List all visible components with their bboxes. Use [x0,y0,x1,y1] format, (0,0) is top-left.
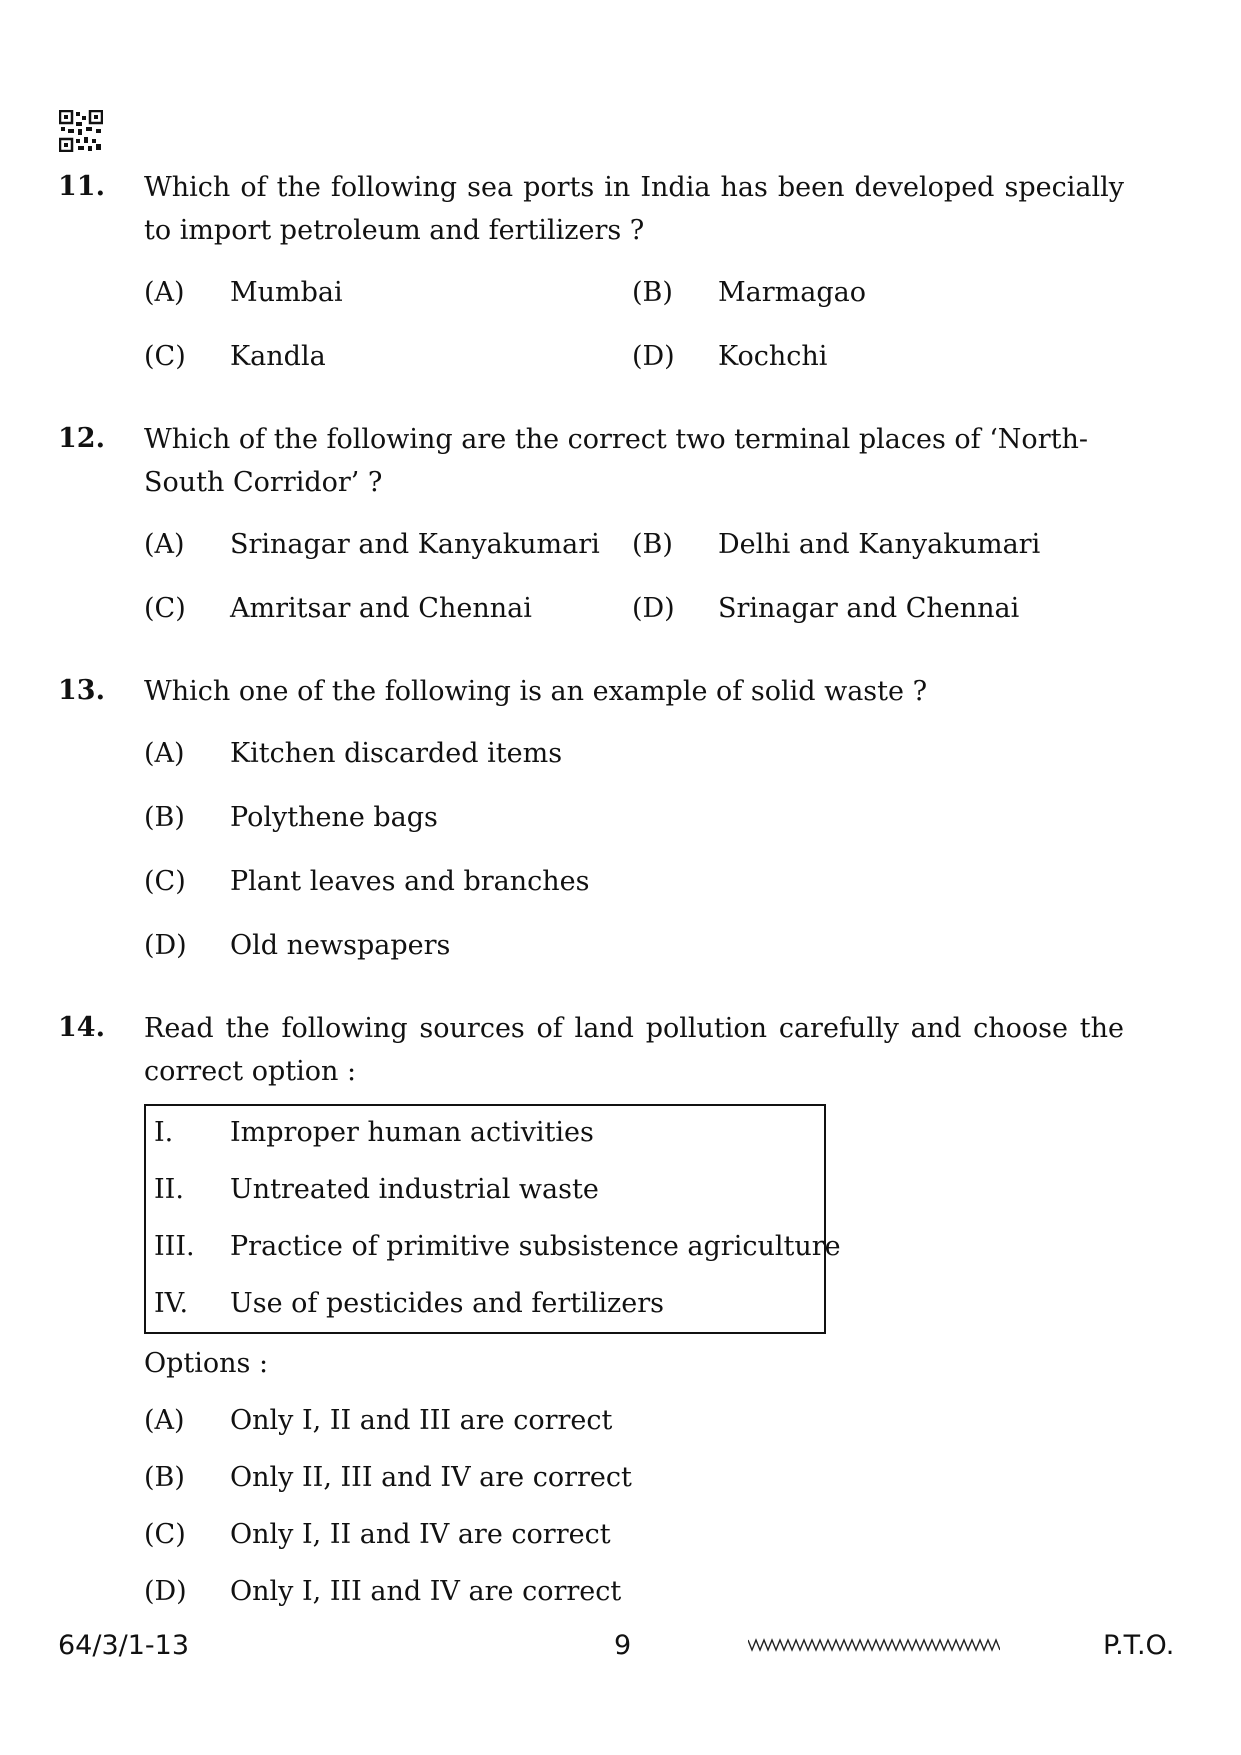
option-text: Delhi and Kanyakumari [718,529,1041,560]
statement-text: Practice of primitive subsistence agriculture [230,1231,841,1262]
option-text: Kitchen discarded items [230,738,563,769]
option-text: Marmagao [718,277,866,308]
option-label: (B) [632,277,673,308]
statement-text: Untreated industrial waste [230,1174,599,1205]
statement-number: III. [154,1231,195,1262]
option-label: (A) [144,529,185,560]
wavy-line-decoration [748,1636,1000,1654]
question-text: Which of the following are the correct two terminal places of ‘North-South Corridor’ ? [144,424,1088,498]
statements-box [144,1104,841,1334]
option-label: (B) [632,529,673,560]
statement-text: Use of pesticides and fertilizers [230,1288,665,1319]
statement-text: Improper human activities [230,1117,594,1148]
option-text: Only I, II and IV are correct [230,1519,611,1550]
option-text: Kandla [230,341,326,372]
option-label: (B) [144,1462,185,1493]
option-text: Mumbai [230,277,343,308]
option-label: (D) [144,930,187,961]
question-number: 12. [58,423,105,454]
option-label: (B) [144,802,185,833]
option-text: Plant leaves and branches [230,866,590,897]
statement-number: II. [154,1174,184,1205]
pto-label: P.T.O. [1103,1630,1175,1661]
option-label: (D) [632,593,675,624]
option-text: Polythene bags [230,802,438,833]
options-heading: Options : [144,1348,269,1379]
option-text: Old newspapers [230,930,451,961]
question-text: Which one of the following is an example of solid waste ? [144,676,928,707]
question-text: Read the following sources of land pollution carefully and choose the correct option : [144,1013,1124,1087]
statement-number: IV. [154,1288,189,1319]
option-label: (C) [144,866,186,897]
option-label: (C) [144,341,186,372]
page-number: 9 [614,1630,632,1661]
qr-code-icon [59,110,103,152]
option-text: Amritsar and Chennai [230,593,532,624]
option-text: Only II, III and IV are correct [230,1462,632,1493]
option-label: (C) [144,593,186,624]
option-label: (D) [632,341,675,372]
question-number: 11. [58,171,105,202]
option-label: (D) [144,1576,187,1607]
paper-code: 64/3/1-13 [58,1630,190,1661]
option-text: Srinagar and Chennai [718,593,1020,624]
statement-number: I. [154,1117,174,1148]
question-number: 14. [58,1012,105,1043]
option-text: Only I, III and IV are correct [230,1576,622,1607]
option-label: (A) [144,1405,185,1436]
option-label: (A) [144,277,185,308]
option-label: (C) [144,1519,186,1550]
option-label: (A) [144,738,185,769]
question-text: Which of the following sea ports in India has been developed specially to import petroleum and fertilizers ? [144,172,1124,246]
question-number: 13. [58,675,105,706]
option-text: Srinagar and Kanyakumari [230,529,600,560]
option-text: Only I, II and III are correct [230,1405,613,1436]
option-text: Kochchi [718,341,828,372]
